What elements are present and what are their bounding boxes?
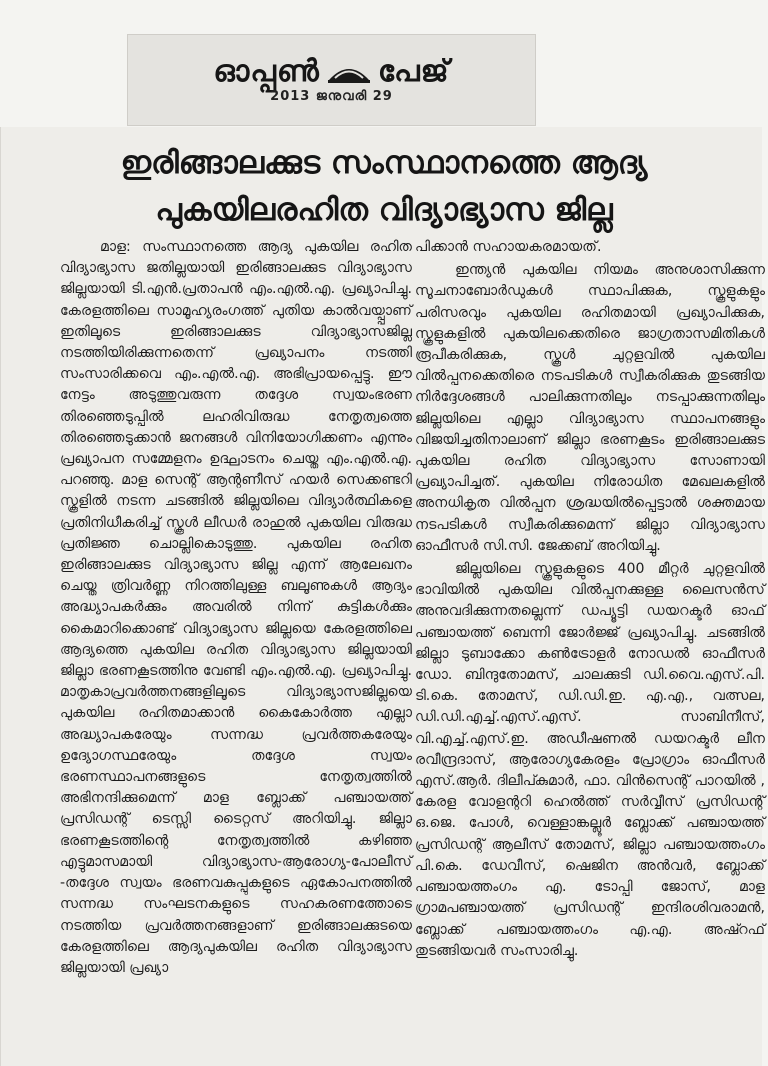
headline-line-1: ഇരിങ്ങാലക്കുട സംസ്ഥാനത്തെ ആദ്യ (120, 145, 648, 181)
article-paragraph: ഇന്ത്യൻ പുകയില നിയമം അനുശാസിക്കുന്ന സൂചനാബോർഡുകൾ സ്ഥാപിക്കുക, സ്കൂളുകളും പരിസരവും പുകയില രഹിതമായി പ്രഖ്യാപിക്കുക, സ്കൂളുകളിൽ പുകയിലക്കെതിരെ ജാഗ്രതാസമിതികൾ രൂപീകരിക്കുക, സ്കൂൾ ചുറ്റളവിൽ പുകയില വിൽപ്പനക്കെതിരെ നടപടികൾ സ്വീകരിക്കുക തുടങ്ങിയ നിർദ്ദേശങ്ങൾ പാലിക്കുന്നതിലും നടപ്പാക്കുന്നതിലും ജില്ലയിലെ എല്ലാ വിദ്യാഭ്യാസ സ്ഥാപനങ്ങളും വിജയിച്ചതിനാലാണ് ജില്ലാ ഭരണകൂടം ഇരിങ്ങാലക്കുട പുകയില രഹിത വിദ്യാഭ്യാസ സോണായി പ്രഖ്യാപിച്ചത്. പുകയില നിരോധിത മേഖലകളിൽ അനധികൃത വിൽപ്പന ശ്രദ്ധയിൽപ്പെട്ടാൽ ശക്തമായ നടപടികൾ സ്വീകരിക്കുമെന്ന് ജില്ലാ വിദ്യാഭ്യാസ ഓഫീസർ സി.സി. ജേക്കബ് അറിയിച്ചു. (415, 262, 765, 554)
article-paragraph: പിക്കാൻ സഹായകരമായത്. (415, 239, 602, 255)
dateline: 2013 ജനുവരി 29 (270, 89, 393, 104)
newspaper-name-left: ഓപ്പൺ (213, 53, 320, 89)
masthead (127, 34, 536, 126)
open-book-logo-icon (326, 56, 372, 86)
article-right-column (415, 237, 765, 962)
article-paragraph: ജില്ലയിലെ സ്കൂളുകളുടെ 400 മീറ്റർ ചുറ്റളവിൽ ഭാവിയിൽ പുകയില വിൽപ്പനക്കുള്ള ലൈസൻസ് അനുവദിക്കുന്നതല്ലെന്ന് ഡപ്യൂട്ടി ഡയറക്ടർ ഓഫ് പഞ്ചായത്ത് ബെന്നി ജോർജ്ജ് പ്രഖ്യാപിച്ചു. ചടങ്ങിൽ ജില്ലാ ടുബാക്കോ കൺട്രോളർ നോഡൽ ഓഫീസർ ഡോ. ബിന്ദുതോമസ്, ചാലക്കുടി ഡി.വൈ.എസ്.പി. ടി.കെ. തോമസ്, ഡി.ഡി.ഇ. എ.എ., വത്സല, ഡി.ഡി.എച്ച്.എസ്.എസ്. സാബിനീസ്, വി.എച്ച്.എസ്.ഇ. അഡീഷണൽ ഡയറക്ടർ ലീന രവീന്ദ്രദാസ്, ആരോഗ്യകേരളം പ്രോഗ്രാം ഓഫീസർ എസ്.ആർ. ദിലീപ്കുമാർ, ഫാ. വിൻസെന്റ് പാറയിൽ , കേരള വോളന്ററി ഹെൽത്ത് സർവ്വീസ് പ്രസിഡന്റ് ഒ.ജെ. പോൾ, വെള്ളാങ്കല്ലൂർ ബ്ലോക്ക് പഞ്ചായത്ത് പ്രസിഡന്റ് ആലീസ് തോമസ്, ജില്ലാ പഞ്ചായത്തംഗം പി.കെ. ഡേവീസ്, ഷെജിന അൻവർ, ബ്ലോക്ക് പഞ്ചായത്തംഗം എ. ടോപ്പി ജോസ്, മാള ഗ്രാമപഞ്ചായത്ത് പ്രസിഡന്റ് ഇന്ദിരശിവരാമൻ, ബ്ലോക്ക് പഞ്ചായത്തംഗം എ.എ. അഷ്റഫ് തുടങ്ങിയവർ സംസാരിച്ചു. (415, 561, 765, 959)
newspaper-name-right: പേജ് (377, 53, 450, 89)
headline-line-2: പുകയിലരഹിത വിദ്യാഭ്യാസ ജില്ല (155, 192, 613, 228)
article-left-column (60, 237, 412, 979)
article-paragraph: മാള: സംസ്ഥാനത്തെ ആദ്യ പുകയില രഹിത വിദ്യാഭ്യാസ ജതില്ലയായി ഇരിങ്ങാലക്കുട വിദ്യാഭ്യാസ ജില്ലയായി ടി.എൻ.പ്രതാപൻ എം.എൽ.എ. പ്രഖ്യാപിച്ചു. കേരളത്തിലെ സാമൂഹ്യരംഗത്ത് പുതിയ കാൽവയ്പ്പാണ് ഇതിലൂടെ ഇരിങ്ങാലക്കുട വിദ്യാഭ്യാസജില്ല നടത്തിയിരിക്കുന്നതെന്ന് പ്രഖ്യാപനം നടത്തി സംസാരിക്കവെ എം.എൽ.എ. അഭിപ്രായപ്പെട്ടു. ഈ നേട്ടം അടുത്തുവരുന്ന തദ്ദേശ സ്വയംഭരണ തിരഞ്ഞെടുപ്പിൽ ലഹരിവിരുദ്ധ നേതൃത്വത്തെ തിരഞ്ഞെടുക്കാൻ ജനങ്ങൾ വിനിയോഗിക്കണം എന്നും പ്രഖ്യാപന സമ്മേളനം ഉദ്ഘാടനം ചെയ്ത എം.എൽ.എ. പറഞ്ഞു. മാള സെന്റ് ആന്റണീസ് ഹയർ സെക്കണ്ടറി സ്കൂളിൽ നടന്ന ചടങ്ങിൽ ജില്ലയിലെ വിദ്യാർത്ഥികളെ പ്രതിനിധീകരിച്ച് സ്കൂൾ ലീഡർ രാഹുൽ പുകയില വിരുദ്ധ പ്രതിജ്ഞ ചൊല്ലികൊടുത്തു. പുകയില രഹിത ഇരിങ്ങാലക്കുട വിദ്യാഭ്യാസ ജില്ല എന്ന് ആലേഖനം ചെയ്ത ത്രിവർണ്ണ നിറത്തിലുള്ള ബലൂണുകൾ ആദ്യം അദ്ധ്യാപകർക്കും അവരിൽ നിന്ന് കുട്ടികൾക്കും കൈമാറിക്കൊണ്ട് വിദ്യാഭ്യാസ ജില്ലയെ കേരളത്തിലെ ആദ്യത്തെ പുകയില രഹിത വിദ്യാഭ്യാസ ജില്ലയായി ജില്ലാ ഭരണകൂടത്തിനു വേണ്ടി എം.എൽ.എ. പ്രഖ്യാപിച്ചു. മാതൃകാപ്രവർത്തനങ്ങളിലൂടെ വിദ്യാഭ്യാസജില്ലയെ പുകയില രഹിതമാക്കാൻ കൈകോർത്ത എല്ലാ അദ്ധ്യാപകരേയും സന്നദ്ധ പ്രവർത്തകരേയും ഉദ്യോഗസ്ഥരേയും തദ്ദേശ സ്വയം ഭരണസ്ഥാപനങ്ങളുടെ നേതൃത്വത്തിൽ അഭിനന്ദിക്കുമെന്ന് മാള ബ്ലോക്ക് പഞ്ചായത്ത് പ്രസിഡന്റ് ടെസ്സി ടൈറ്റസ് അറിയിച്ചു. ജില്ലാ ഭരണകൂടത്തിന്റെ നേതൃത്വത്തിൽ കഴിഞ്ഞ എട്ടുമാസമായി വിദ്യാഭ്യാസ-ആരോഗ്യ-പോലീസ് -തദ്ദേശ സ്വയം ഭരണവകുപ്പുകളുടെ ഏകോപനത്തിൽ സന്നദ്ധ സംഘടനകളുടെ സഹകരണത്തോടെ നടത്തിയ പ്രവർത്തനങ്ങളാണ് ഇരിങ്ങാലക്കുടയെ കേരളത്തിലെ ആദ്യപുകയില രഹിത വിദ്യാഭ്യാസ ജില്ലയായി പ്രഖ്യാ (60, 239, 412, 976)
